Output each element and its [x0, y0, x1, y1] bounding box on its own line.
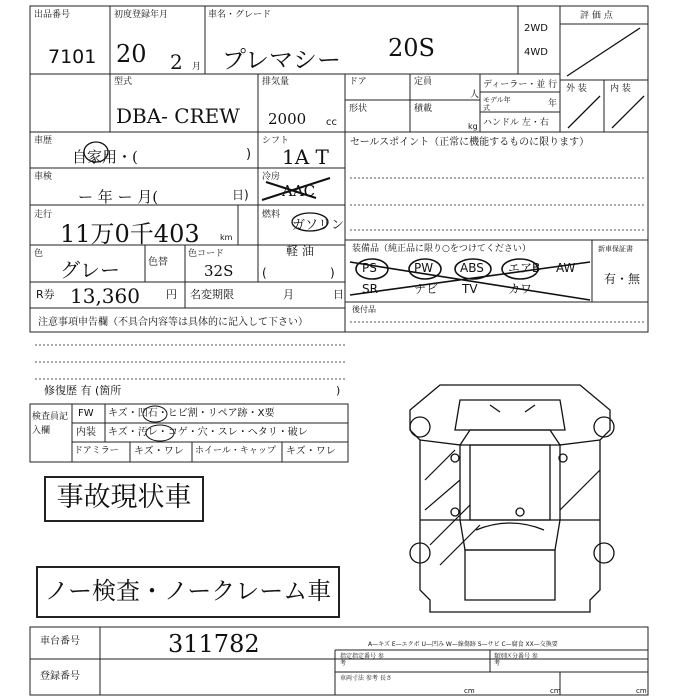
- load-unit: kg: [468, 122, 478, 131]
- load-label: 積載: [414, 104, 433, 114]
- fuel-option: 軽 油: [286, 244, 314, 258]
- model-value: DBA- CREW: [116, 104, 240, 128]
- notes-label: 注意事項申告欄（不具合内容等は具体的に記入して下さい）: [38, 317, 308, 328]
- equipment-item: PS: [362, 261, 377, 275]
- inspection-value: ー 年 ー 月(: [78, 188, 159, 206]
- cm-2: cm: [550, 687, 561, 695]
- color-value: グレー: [60, 258, 120, 282]
- repair-close: ): [336, 384, 341, 397]
- damage-legend: A—キズ E—エクボ U—凹み W—線傷跡 S—サビ C—腐食 XX—交換要: [368, 641, 558, 648]
- equipment-item: ナビ: [414, 282, 439, 296]
- equipment-item: ABS: [460, 261, 484, 275]
- cm-3: cm: [636, 687, 647, 695]
- mileage-unit: km: [220, 233, 233, 242]
- first-reg-year: 20: [116, 40, 147, 68]
- car-name: プレマシー: [222, 46, 342, 74]
- color-change-label: 色替: [148, 257, 168, 268]
- reg-label: 登録番号: [40, 671, 80, 682]
- interior-items: キズ・汚レ・コゲ・穴・スレ・ヘタリ・破レ: [108, 427, 308, 438]
- fw-label: FW: [78, 408, 94, 419]
- displacement-value: 2000: [268, 110, 307, 128]
- history-value: 自家用・(: [72, 148, 138, 166]
- model-label: 型式: [114, 77, 133, 87]
- paren-close: ): [330, 266, 335, 280]
- color-label: 色: [34, 249, 44, 259]
- lot-label: 出品番号: [34, 10, 71, 20]
- accident-stamp: 事故現状車: [44, 476, 204, 522]
- cm-1: cm: [464, 687, 475, 695]
- history-close: ): [246, 147, 252, 162]
- fuel-label: 燃料: [262, 210, 281, 220]
- drive-2wd: 2WD: [524, 23, 548, 34]
- recycle-unit: 円: [166, 288, 177, 301]
- door-label: ドア: [349, 77, 367, 87]
- mirror-label: ドアミラー: [74, 446, 119, 456]
- displacement-unit: cc: [326, 117, 337, 128]
- shift-value: 1A T: [282, 145, 329, 169]
- equipment-item: PW: [414, 261, 434, 275]
- displacement-label: 排気量: [262, 77, 290, 87]
- plate-expiry-label: 名変期限: [190, 288, 234, 301]
- new-warranty-label: 新車保証書: [598, 245, 633, 253]
- color-code-value: 32S: [204, 262, 234, 280]
- recycle-value: 13,360: [70, 284, 140, 308]
- color-code-label: 色コード: [188, 249, 225, 259]
- chassis-value: 311782: [168, 630, 260, 658]
- equipment-item: AW: [556, 261, 576, 275]
- first-reg-label: 初度登録年月: [114, 10, 169, 20]
- size-label-3: 車両寸法 参考 長さ: [340, 675, 392, 682]
- interior-label: 内 装: [610, 84, 631, 94]
- dealer-label: ディーラー・並 行: [483, 80, 558, 90]
- inspector-label: 検査員記入欄: [32, 412, 69, 436]
- car-diagram: [410, 385, 614, 612]
- equipment-item: TV: [462, 282, 478, 296]
- mirror-items: キズ・ワレ: [134, 446, 184, 457]
- first-reg-month-unit: 月: [192, 62, 202, 72]
- shift-label: シフト: [262, 136, 290, 146]
- paren-open: (: [262, 266, 267, 280]
- lot-number: 7101: [48, 46, 97, 68]
- interior-row-label: 内装: [76, 427, 96, 438]
- wheel-items: キズ・ワレ: [286, 446, 336, 457]
- ac-label: 冷房: [262, 172, 281, 182]
- chassis-label: 車台番号: [40, 636, 80, 647]
- sales-label: セールスポイント（正常に機能するものに限ります）: [350, 137, 590, 148]
- score-label: 評 価 点: [580, 11, 613, 21]
- model-year-label: モデル年式: [483, 96, 511, 112]
- inspection-label: 車検: [34, 172, 53, 182]
- model-year-unit: 年: [548, 99, 558, 109]
- size-label-2: 類別区分番号 参考: [494, 653, 538, 667]
- shape-label: 形状: [349, 104, 368, 114]
- recycle-label: R券: [36, 288, 55, 301]
- equip-label: 装備品（純正品に限り○をつけてください）: [352, 244, 531, 254]
- equipment-item: SR: [362, 282, 378, 296]
- repair-label: 修復歴 有 (箇所: [44, 384, 122, 397]
- plate-day: 日: [333, 288, 344, 301]
- exterior-label: 外 装: [566, 84, 587, 94]
- handle-label: ハンドル 左・右: [483, 118, 549, 128]
- no-claim-stamp: ノー検査・ノークレーム車: [36, 566, 340, 618]
- first-reg-month: 2: [170, 50, 183, 74]
- size-label-1: 指定指定番号 参考: [340, 653, 384, 667]
- inspection-day: 日): [232, 188, 249, 202]
- drive-4wd: 4WD: [524, 47, 548, 58]
- grade: 20S: [388, 34, 435, 62]
- capacity-unit: 人: [470, 90, 480, 100]
- aftermarket-label: 後付品: [352, 305, 376, 314]
- equipment-item: カワ: [508, 282, 533, 296]
- mileage-value: 11万0千403: [60, 220, 200, 248]
- ac-value: AAC: [282, 182, 316, 200]
- history-label: 車歴: [34, 136, 53, 146]
- wheel-label: ホイール・キャップ: [195, 446, 276, 456]
- mileage-label: 走行: [34, 210, 53, 220]
- car-grade-label: 車名・グレード: [208, 10, 272, 20]
- fuel-value: ガソリン: [292, 218, 345, 233]
- new-warranty-value: 有・無: [604, 272, 641, 286]
- plate-month: 月: [283, 288, 294, 301]
- equipment-item: エアB: [508, 261, 541, 275]
- fw-items: キズ・凹石・ヒビ割・リペア跡・X要: [108, 408, 275, 419]
- capacity-label: 定員: [414, 77, 433, 87]
